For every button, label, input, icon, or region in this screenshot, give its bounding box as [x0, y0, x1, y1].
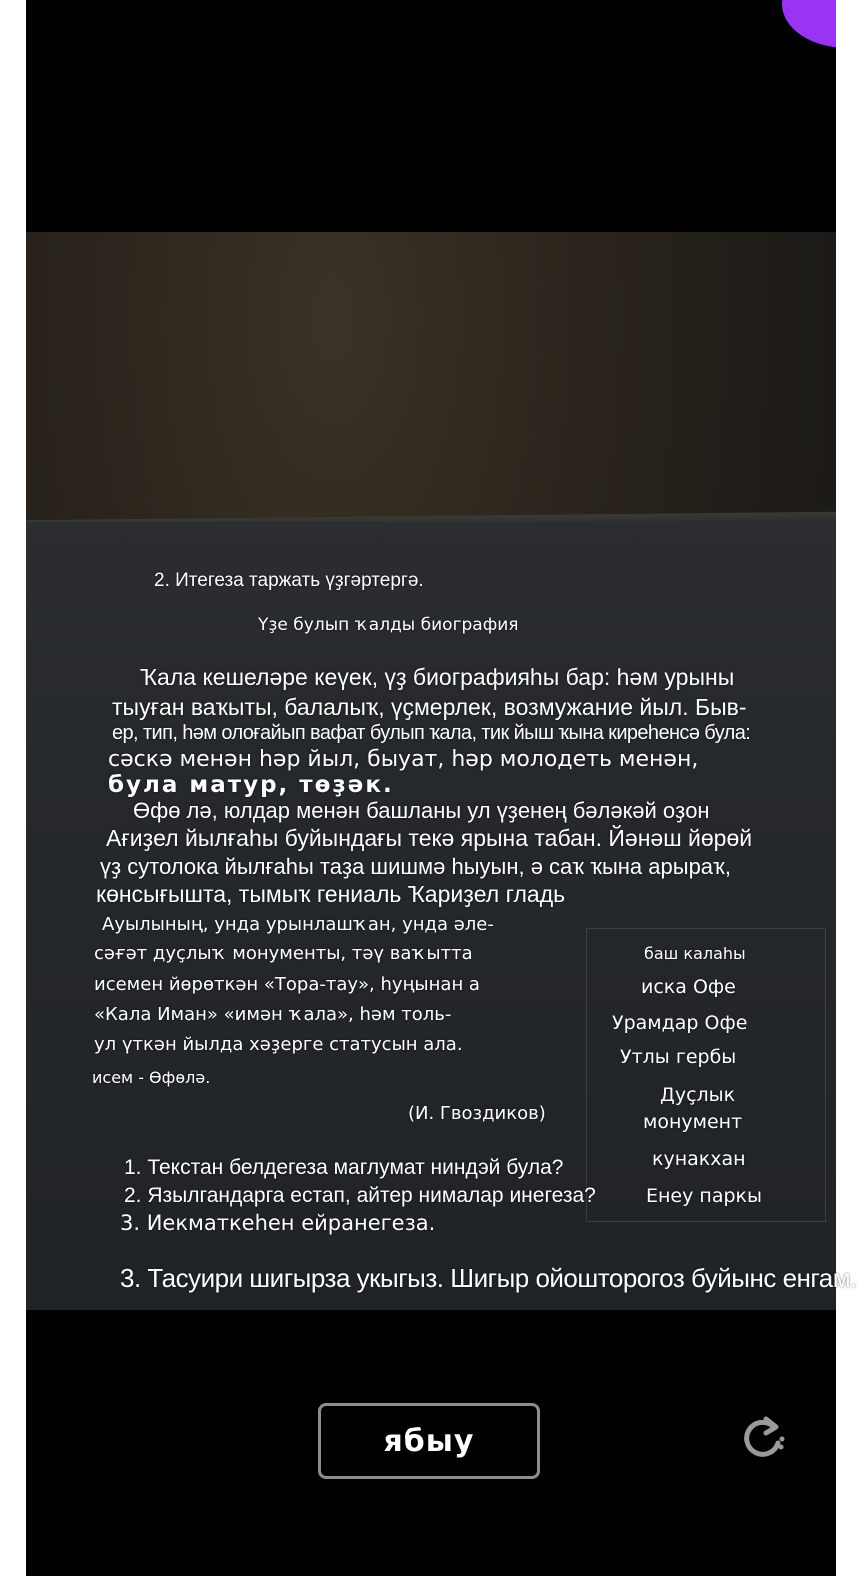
text-line: исемен йөрөткән «Тора-тау», һуңынан а: [94, 974, 480, 995]
box-item: иска Офе: [641, 976, 736, 998]
text-line: көнсығышта, тымыҡ гениаль Ҡариҙел гладь: [96, 881, 566, 907]
text-line: исем - Өфөлә.: [92, 1068, 211, 1087]
task3-heading: 3. Тасуири шигырза укыгыз. Шигыр ойошторогоз буйынс енгам.: [120, 1263, 857, 1293]
text-line: тыуған ваҡыты, балалыҡ, үҫмерлек, возмужание йыл. Быв-: [112, 694, 747, 720]
text-line: Ағиҙел йылғаһы буйындағы текә ярына табан. Йәнәш йөрөй: [106, 825, 753, 851]
box-item: Утлы гербы: [620, 1046, 737, 1068]
text-line: сәскә менән һәр йыл, быуат, һәр молодеть менән,: [108, 747, 699, 772]
rotate-button[interactable]: [736, 1413, 788, 1465]
task2-heading: 2. Итегеза таржать үҙгәртергә.: [154, 570, 424, 591]
question: 1. Текстан белдегеза маглумат ниндэй була?: [124, 1156, 564, 1179]
text-line: Ауылының, унда урынлашҡан, унда әле-: [102, 914, 494, 935]
right-margin: [836, 0, 864, 1576]
question: 3. Иекматкеһен ейранегеза.: [120, 1211, 436, 1235]
close-button[interactable]: ябыу: [318, 1403, 540, 1479]
text-line: сәғәт дуҫлыҡ монументы, тәү ваҡытта: [94, 943, 473, 964]
text-line: ул үткән йылда хәҙерге статусын ала.: [94, 1034, 463, 1055]
text-title: Үҙе булып ҡалды биография: [258, 615, 519, 635]
text-line: була матур, төҙәк.: [108, 772, 394, 798]
text-line: Ҡала кешеләре кеүек, үҙ биографияһы бар: һәм урыны: [140, 664, 735, 690]
text-line: «Кала Иман» «имән ҡала», һәм толь-: [94, 1004, 452, 1025]
box-item: кунакхан: [652, 1148, 746, 1170]
question: 2. Язылгандарга естап, айтер нималар инегеза?: [124, 1184, 596, 1207]
text-line: Өфө лә, юлдар менән башланы ул үҙенең бәләкәй оҙон: [133, 798, 710, 823]
box-item: Енеу паркы: [646, 1185, 763, 1207]
box-item: Дуҫлык: [660, 1084, 736, 1106]
text-line: үҙ сутолока йылғаһы таҙа шишмә һыуын, ә саҡ ҡына арыраҡ,: [100, 854, 731, 879]
box-item: Урамдар Офе: [612, 1012, 748, 1034]
keyword-box: [586, 928, 826, 1222]
box-item: монумент: [643, 1111, 743, 1133]
text-line: ер, тип, һәм олоғайып вафат булып ҡала, тик йыш ҡына киреһенсә була:: [112, 722, 751, 744]
rotate-icon: [736, 1413, 788, 1465]
author: (И. Гвоздиков): [408, 1103, 546, 1124]
box-item: баш калаhы: [644, 944, 746, 963]
